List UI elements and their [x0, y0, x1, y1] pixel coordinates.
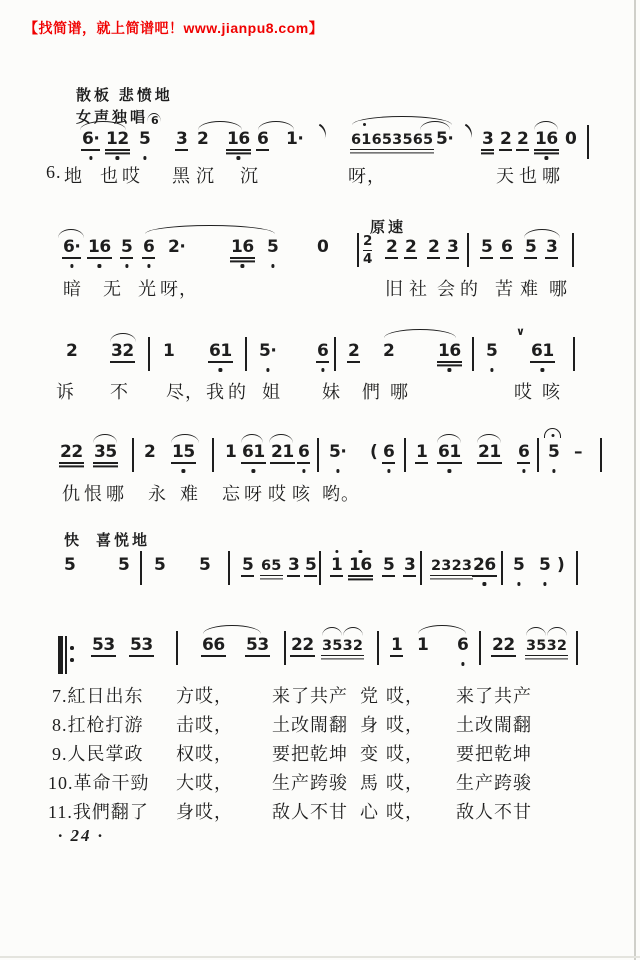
note-token: 2 — [386, 237, 398, 257]
lyric-text: 权哎， — [176, 744, 233, 764]
lyric-text: 沉 — [196, 166, 215, 186]
lyric-text: 呀， — [348, 166, 386, 186]
barline — [284, 631, 286, 665]
barline — [334, 337, 336, 371]
lyric-text: 黑 — [172, 166, 191, 186]
lyric-text: 天 — [496, 166, 515, 186]
lyric-text: 哪 — [542, 166, 561, 186]
lyric-text: 土改閙翻 — [272, 715, 348, 735]
slur-arc — [147, 113, 161, 122]
tempo-label: 女声独唱 — [76, 110, 149, 126]
lyric-text: 要把乾坤 — [272, 744, 348, 764]
note-token: 1 — [163, 341, 175, 361]
note-token: 26 — [473, 556, 496, 575]
note-token: 5 — [267, 238, 278, 257]
lyric-text: 击哎， — [176, 715, 233, 735]
note-token: 6 — [143, 238, 154, 257]
lyric-text: 10.革命干勁 — [48, 773, 150, 793]
note-token: 35 — [94, 442, 117, 462]
lyric-text: 会 — [437, 279, 456, 299]
note-token: 6· — [63, 238, 80, 257]
note-token: 5· — [259, 342, 276, 361]
note-token: 1 — [225, 442, 237, 462]
note-token: 16 — [88, 238, 111, 257]
barline — [572, 233, 574, 267]
lyric-text: 难 — [520, 279, 539, 299]
note-token: 3 — [447, 237, 459, 257]
barline — [479, 631, 481, 665]
note-token: 3 — [546, 237, 558, 257]
lyric-text: 的 — [460, 279, 479, 299]
note-token: 66 — [202, 635, 225, 655]
note-token: 1 — [391, 635, 403, 655]
note-token: 2 — [348, 341, 360, 361]
lyric-text: 诉 — [56, 382, 75, 402]
note-token: 21 — [271, 442, 294, 462]
lyric-text: 生产跨骏 — [272, 773, 348, 793]
note-token: 3532 — [526, 638, 568, 654]
lyric-text: 地 — [64, 166, 83, 186]
lyric-text: 哎， — [386, 773, 424, 793]
barline — [228, 551, 230, 585]
slur-arc — [526, 627, 546, 636]
lyric-text: 土改閙翻 — [456, 715, 532, 735]
page-number: · 24 · — [58, 826, 104, 845]
slur-arc — [547, 627, 567, 636]
note-token: 1 — [416, 442, 428, 462]
note-token: 22 — [60, 442, 83, 462]
note-token: 3 — [482, 129, 494, 149]
lyric-text: 哎， — [386, 715, 424, 735]
lyric-text: 我 — [206, 382, 225, 402]
lyric-text: 恨 — [84, 484, 103, 504]
note-token: 6 — [257, 129, 269, 149]
lyric-text: 哎 — [268, 484, 287, 504]
lyric-text: 永 — [148, 484, 167, 504]
lyric-text: 社 — [409, 279, 428, 299]
lyric-text: 无 — [103, 279, 122, 299]
note-token: 5 — [305, 555, 317, 575]
note-token: 6 — [383, 443, 394, 462]
lyric-text: 6. — [46, 162, 62, 182]
repeat-sign — [58, 636, 67, 674]
barline — [404, 438, 406, 472]
lyric-text: 哎， — [386, 744, 424, 764]
note-token: 5 — [525, 237, 537, 257]
note-token: 3 — [288, 555, 300, 575]
barline — [573, 337, 575, 371]
fall-mark — [314, 124, 330, 140]
barline — [357, 233, 359, 267]
note-token: 53 — [246, 635, 269, 655]
lyric-text: 方哎， — [176, 686, 233, 706]
lyric-text: 咳 — [542, 382, 561, 402]
note-token: 5 — [539, 556, 550, 575]
slur-arc — [269, 434, 293, 443]
lyric-text: 9.人民掌政 — [52, 744, 144, 764]
lyric-text: 心 — [360, 802, 379, 822]
note-token: 5 — [548, 443, 559, 462]
barline — [319, 551, 321, 585]
tempo-label: 快 — [64, 533, 83, 549]
note-token: 21 — [478, 442, 501, 462]
note-token: 15 — [172, 443, 195, 462]
lyric-text: 变 — [360, 744, 379, 764]
lyric-text: 的 — [228, 382, 247, 402]
slur-arc — [352, 116, 452, 125]
note-token: 16 — [535, 130, 558, 149]
lyric-text: 光 — [138, 279, 157, 299]
note-token: 5 — [139, 130, 150, 149]
lyric-text: 哎 — [122, 166, 141, 186]
note-token: 5 — [242, 555, 254, 575]
note-token: 5· — [436, 129, 454, 149]
breath-mark: ∨ — [516, 325, 525, 338]
lyric-text: 哎， — [386, 686, 424, 706]
lyric-text: 哟。 — [322, 484, 360, 504]
note-token: 3 — [176, 129, 188, 149]
barline — [467, 233, 469, 267]
scan-edge-right — [634, 0, 636, 960]
barline — [576, 551, 578, 585]
tempo-label: 原速 — [370, 220, 407, 236]
note-token: 16 — [349, 556, 372, 575]
note-token: 61 — [531, 342, 554, 361]
lyric-text: 哪 — [549, 279, 568, 299]
slur-arc — [384, 329, 456, 338]
note-token: 5 — [118, 555, 130, 575]
slur-arc — [477, 434, 501, 443]
slur-arc — [343, 627, 363, 636]
note-token: 16 — [438, 342, 461, 361]
barline — [377, 631, 379, 665]
note-token: ) — [557, 555, 565, 575]
slur-arc — [418, 625, 466, 634]
lyric-text: 哎， — [386, 802, 424, 822]
note-token: 53 — [130, 635, 153, 655]
note-token: 5 — [383, 555, 395, 575]
barline — [317, 438, 319, 472]
lyric-text: 8.扛枪打游 — [52, 715, 144, 735]
slur-arc — [258, 121, 294, 130]
note-token: 2· — [168, 237, 186, 257]
slur-arc — [322, 627, 342, 636]
note-token: 3532 — [322, 638, 364, 654]
note-token: 5· — [329, 443, 346, 462]
note-token: – — [574, 442, 582, 462]
slur-arc — [524, 229, 560, 238]
note-token: 65 — [261, 558, 282, 574]
lyric-text: 11.我們翻了 — [48, 802, 149, 822]
barline — [132, 438, 134, 472]
lyric-text: 哪 — [106, 484, 125, 504]
note-token: 1 — [331, 556, 342, 575]
note-token: 5 — [513, 556, 524, 575]
lyric-text: 妹 — [322, 382, 341, 402]
slur-arc — [80, 121, 126, 130]
fermata-mark — [544, 428, 561, 438]
barline — [472, 337, 474, 371]
lyric-text: 身 — [360, 715, 379, 735]
lyric-text: 敌人不甘 — [456, 802, 532, 822]
barline — [600, 438, 602, 472]
note-token: 6 — [501, 237, 513, 257]
lyric-text: 来了共产 — [272, 686, 348, 706]
lyric-text: 尽， — [166, 382, 204, 402]
lyric-text: 苦 — [495, 279, 514, 299]
lyric-text: 呀 — [244, 484, 263, 504]
lyric-text: 哎 — [514, 382, 533, 402]
slur-arc — [241, 434, 263, 443]
slur-arc — [145, 225, 275, 234]
note-token: 16 — [227, 130, 250, 149]
barline — [587, 125, 589, 159]
lyric-text: 不 — [110, 382, 129, 402]
scan-edge-bottom — [0, 956, 640, 958]
lyric-text: 旧 — [385, 279, 404, 299]
note-token: 6 — [317, 342, 328, 361]
lyric-text: 大哎， — [176, 773, 233, 793]
barline — [245, 337, 247, 371]
tempo-label: 喜悦地 — [96, 533, 151, 549]
slur-arc — [58, 229, 84, 238]
note-token: 61 — [242, 443, 265, 462]
note-token: 53 — [92, 635, 115, 655]
lyric-text: 也 — [100, 166, 119, 186]
slur-arc — [203, 625, 261, 634]
note-token: 5 — [64, 555, 76, 575]
note-token: ( — [370, 442, 378, 462]
lyric-text: 生产跨骏 — [456, 773, 532, 793]
octave-dot — [363, 123, 366, 126]
lyric-text: 咳 — [292, 484, 311, 504]
note-token: 6 — [298, 443, 309, 462]
lyric-text: 身哎， — [176, 802, 233, 822]
note-token: 1 — [417, 635, 429, 655]
note-token: 61 — [209, 342, 232, 361]
lyric-text: 暗 — [63, 279, 82, 299]
site-watermark-text: 【找简谱，就上简谱吧！www.jianpu8.com】 — [24, 20, 324, 36]
note-token: 2 — [500, 129, 512, 149]
note-token: 16 — [231, 238, 254, 257]
note-token: 1· — [286, 129, 304, 149]
barline — [501, 551, 503, 585]
note-token: 22 — [291, 635, 314, 655]
lyric-text: 忘 — [222, 484, 241, 504]
slur-arc — [110, 333, 136, 342]
note-token: 3 — [404, 555, 416, 575]
note-token: 6 — [518, 443, 529, 462]
note-token: 61 — [438, 443, 461, 462]
note-token: 2 — [405, 237, 417, 257]
note-token: 32 — [111, 341, 134, 361]
note-token: 22 — [492, 635, 515, 655]
lyric-text: 也 — [519, 166, 538, 186]
note-token: 2 — [144, 442, 156, 462]
slur-arc — [171, 434, 199, 443]
barline — [420, 551, 422, 585]
note-token: 5 — [481, 237, 493, 257]
lyric-text: 馬 — [360, 773, 379, 793]
lyric-text: 姐 — [262, 382, 281, 402]
lyric-text: 难 — [180, 484, 199, 504]
lyric-text: 沉 — [240, 166, 259, 186]
lyric-text: 敌人不甘 — [272, 802, 348, 822]
slur-arc — [93, 434, 117, 443]
note-token: 6 — [457, 636, 468, 655]
slur-arc — [420, 121, 450, 130]
barline — [212, 438, 214, 472]
note-token: 2 — [517, 129, 529, 149]
barline — [148, 337, 150, 371]
barline — [176, 631, 178, 665]
note-token: 2 — [383, 341, 395, 361]
lyric-text: 們 — [362, 382, 381, 402]
slur-arc — [198, 121, 242, 130]
slur-arc — [534, 121, 558, 130]
note-token: 5 — [486, 342, 497, 361]
note-token: 6· — [82, 130, 99, 149]
note-token: 0 — [565, 129, 577, 149]
note-token: 0 — [317, 237, 329, 257]
tempo-label: 散板 悲愤地 — [76, 88, 173, 104]
barline — [537, 438, 539, 472]
lyric-text: 来了共产 — [456, 686, 532, 706]
barline — [140, 551, 142, 585]
note-token: 2 — [66, 341, 78, 361]
note-token: 61653565 — [351, 132, 434, 148]
note-token: 5 — [199, 555, 211, 575]
note-token: 2 — [428, 237, 440, 257]
lyric-text: 仇 — [62, 484, 81, 504]
lyric-text: 呀， — [160, 279, 198, 299]
slur-arc — [437, 434, 461, 443]
time-signature: 2 4 — [363, 233, 373, 267]
lyric-text: 哪 — [390, 382, 409, 402]
grace-note: 6 — [151, 114, 159, 127]
barline — [576, 631, 578, 665]
lyric-text: 要把乾坤 — [456, 744, 532, 764]
fall-mark — [460, 124, 476, 140]
lyric-text: 7.紅日出东 — [52, 686, 144, 706]
lyric-text: 党 — [360, 686, 379, 706]
note-token: 5 — [121, 238, 132, 257]
note-token: 2323 — [431, 558, 473, 574]
note-token: 12 — [106, 130, 129, 149]
note-token: 5 — [154, 555, 166, 575]
note-token: 2 — [197, 129, 209, 149]
